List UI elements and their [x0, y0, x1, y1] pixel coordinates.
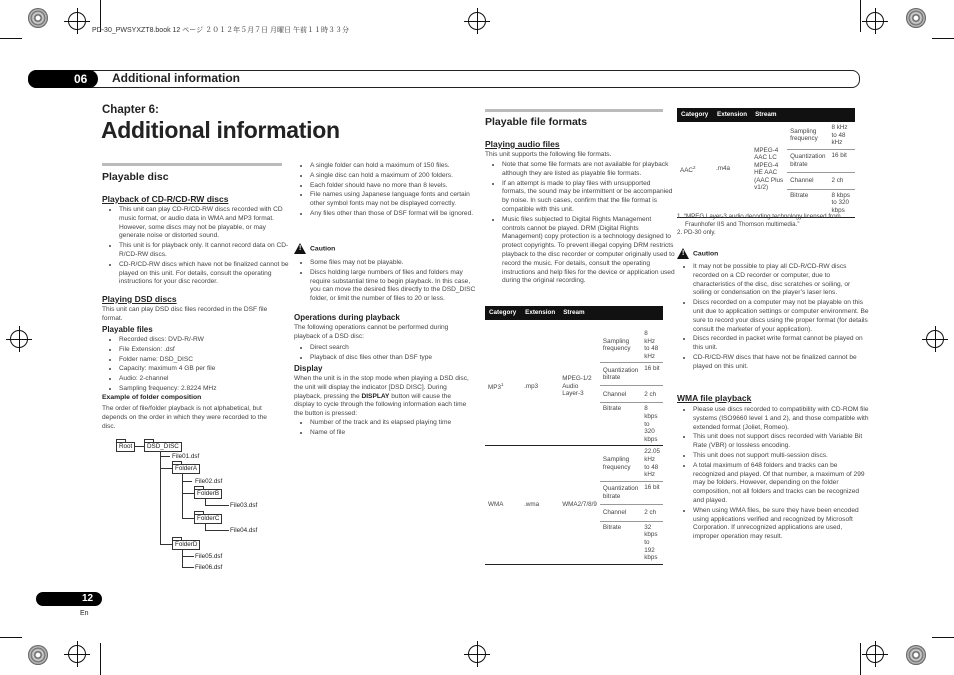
spec-value: 16 bit: [641, 481, 663, 504]
spec-value: 8 kHz to 48 kHz: [828, 122, 855, 149]
mp3-stream: MPEG-1/2 Audio Layer-3: [559, 328, 600, 446]
table-row: [485, 446, 663, 481]
table-header-row: [485, 306, 663, 320]
operations-heading: Operations during playback: [294, 313, 400, 322]
spec-label: Channel: [787, 172, 828, 189]
folder-a: FolderA: [172, 464, 200, 474]
cdr-heading: Playback of CD-R/CD-RW discs: [102, 194, 229, 204]
list-item: • Note that some file formats are not available for playback although they are listed as playable file formats.: [502, 161, 676, 179]
mp3-extension: .mp3: [521, 328, 559, 446]
spec-label: Quantization bitrate: [787, 149, 828, 172]
footnote: 1. “MPEG Layer-3 audio decoding technology licensed from Fraunhofer IIS and Thomson multimedia.”: [677, 213, 841, 229]
table-row: [677, 122, 855, 149]
chapter-header-title: Additional information: [112, 71, 240, 85]
spec-value: 22.05 kHz to 48 kHz: [641, 446, 663, 481]
spec-label: Sampling frequency: [787, 122, 828, 149]
cdr-list: [107, 206, 293, 288]
list-item: • Any files other than those of DSF format will be ignored.: [310, 210, 480, 219]
display-text-part: button will cause the display to cycle through the following information each time the button is pressed:: [294, 392, 467, 418]
crop-mark: [0, 637, 22, 638]
mp3-category: $MP3^1$: [485, 328, 521, 446]
col-category: Category: [677, 108, 713, 122]
display-text-part: When the unit is in the stop mode when playing a DSD disc, the unit will display the indicator [DSD DISC]. During playback, pressing the: [294, 375, 469, 400]
section-rule: [485, 109, 663, 112]
list-item: • Music files subjected to Digital Rights Management controls cannot be played. DRM (Digital Rights Management) copy protection is a technology designed to protect copyrights. To prevent illegal copying DRM restricts playback to the disc recorder or computer originally used to record the music. For details, consult the operating instructions and help files for the device or application used during the original recording.: [502, 216, 676, 286]
spec-label: Bitrate: [600, 521, 641, 564]
col-stream: Stream: [751, 108, 855, 122]
registration-cross-left-mid: [10, 330, 28, 348]
registration-seal-top-left: [28, 8, 48, 28]
registration-cross-bottom-right: [866, 645, 884, 663]
crop-mark: [932, 38, 954, 39]
warning-icon: !: [294, 243, 306, 254]
spec-value: 2 ch: [641, 504, 663, 521]
spec-value: 8 kbps to 320 kbps: [641, 403, 663, 446]
file-04: File04.dsf: [230, 527, 258, 534]
page-title: Additional information: [101, 117, 340, 143]
list-item: • Some files may not be playable.: [310, 259, 480, 268]
spec-label: Quantization bitrate: [600, 363, 641, 386]
wma-stream: WMA2/7/8/9: [559, 446, 600, 564]
format-table-mp3-wma: [485, 306, 663, 565]
list-item: • This unit can play CD-R/CD-RW discs recorded with CD music format, or audio data in WMA and MP3 format. However, some discs may not be playable, or may generate noise or distorted sound.: [119, 206, 293, 241]
display-heading: Display: [294, 364, 323, 373]
folder-c: FolderC: [194, 514, 222, 524]
col-category: Category: [485, 306, 521, 320]
footnote: 2. PD-30 only.: [677, 229, 716, 237]
folder-root: Root: [116, 442, 135, 452]
wma-category: WMA: [485, 446, 521, 564]
spec-label: Sampling frequency: [600, 328, 641, 363]
section-rule: [102, 163, 282, 166]
playable-files-list: [107, 336, 293, 395]
col-extension: Extension: [521, 306, 559, 320]
registration-cross-top-left: [68, 12, 86, 30]
example-heading: Example of folder composition: [102, 394, 202, 401]
list-item: • A total maximum of 648 folders and tracks can be recognized and played. Of that number, a maximum of 299 may be folders. However, depending on the folder composition, not all folders and tracks can be recognized and played.: [693, 462, 869, 506]
chapter-number-badge: 06: [28, 70, 98, 88]
caution-label: Caution: [693, 250, 719, 258]
audio-notes-list: [490, 161, 676, 287]
list-item: • Recorded discs: DVD-R/-RW: [119, 336, 293, 345]
list-item: • This unit does not support discs recorded with Variable Bit Rate (VBR) or lossless encoding.: [693, 433, 869, 451]
file-formats-heading: Playable file formats: [485, 116, 588, 128]
list-item: • File names using Japanese language fonts and certain other symbol fonts may not be displayed correctly.: [310, 191, 480, 209]
list-item: • A single disc can hold a maximum of 200 folders.: [310, 172, 480, 181]
list-item: • It may not be possible to play all CD-R/CD-RW discs recorded on a CD recorder or computer, due to characteristics of the disc, disc scratches or soiling, or soiling or condensation on the player’s laser lens.: [693, 263, 869, 298]
caution-heading-right: [677, 248, 718, 259]
list-item: • Each folder should have no more than 8 levels.: [310, 182, 480, 191]
display-text: [294, 375, 470, 419]
spec-label: Channel: [600, 504, 641, 521]
list-item: • This unit does not support multi-session discs.: [693, 452, 869, 461]
spec-label: Channel: [600, 386, 641, 403]
list-item: • Capacity: maximum 4 GB per file: [119, 365, 293, 374]
spec-value: 8 kHz to 48 kHz: [641, 328, 663, 363]
list-item: • If an attempt is made to play files with unsupported formats, the sound may be intermittent or be accompanied by noise. In such cases, confirm that the file format is compatible with this unit.: [502, 180, 676, 215]
list-item: • Sampling frequency: 2.8224 MHz: [119, 385, 293, 394]
spec-value: 8 kbps to 320 kbps: [828, 189, 855, 217]
list-item: • Number of the track and its elapsed playing time: [310, 419, 480, 428]
spec-label: Bitrate: [787, 189, 828, 217]
list-item: • Discs recorded on a computer may not be playable on this unit due to application settings or computer environment. Be sure to record your discs using the proper format (for details consult the marketer of your application).: [693, 299, 869, 334]
wma-playback-list: [681, 406, 869, 543]
aac-extension: .m4a: [713, 122, 751, 217]
registration-cross-right-mid: [926, 330, 944, 348]
spec-label: Quantization bitrate: [600, 481, 641, 504]
caution-list: [298, 259, 480, 305]
dsd-heading: Playing DSD discs: [102, 294, 177, 304]
operations-list: [298, 344, 480, 364]
display-list: [298, 419, 480, 439]
wma-playback-heading: WMA file playback: [677, 393, 752, 403]
file-01: File01.dsf: [172, 453, 200, 460]
folder-rules-list: [298, 162, 480, 220]
format-table-aac: [677, 108, 855, 218]
footnotes: [677, 213, 857, 238]
file-03: File03.dsf: [230, 502, 258, 509]
file-info-line: PD-30_PWSYXZT8.book 12 ページ ２０１２年５月７日 月曜日 午前１１時３３分: [92, 27, 349, 34]
aac-category: AAC$^2$: [677, 122, 713, 217]
table-row: [485, 328, 663, 363]
file-06: File06.dsf: [195, 564, 223, 571]
registration-cross-top-right: [866, 12, 884, 30]
list-item: • When using WMA files, be sure they have been encoded using applications verified and recognized by Microsoft Corporation. If unrecognized applications are used, improper operation may result.: [693, 507, 869, 542]
registration-cross-top-mid: [468, 12, 486, 30]
list-item: • File Extension: .dsf: [119, 346, 293, 355]
spec-value: 2 ch: [641, 386, 663, 403]
file-05: File05.dsf: [195, 553, 223, 560]
col-extension: Extension: [713, 108, 751, 122]
folder-b: FolderB: [194, 489, 222, 499]
crop-mark: [860, 643, 861, 675]
list-item: • Audio: 2-channel: [119, 375, 293, 384]
playable-disc-heading: Playable disc: [102, 171, 169, 183]
caution-heading: [294, 243, 335, 254]
spec-label: Sampling frequency: [600, 446, 641, 481]
col-stream: Stream: [559, 306, 663, 320]
spec-value: 32 kbps to 192 kbps: [641, 521, 663, 564]
crop-mark: [932, 637, 954, 638]
caution-label: Caution: [310, 245, 336, 253]
list-item: • Direct search: [310, 344, 480, 353]
list-item: • This unit is for playback only. It cannot record data on CD-R/CD-RW discs.: [119, 242, 293, 260]
playable-files-heading: Playable files: [102, 325, 153, 334]
wma-extension: .wma: [521, 446, 559, 564]
folder-d: FolderD: [172, 540, 200, 550]
display-button-name: DISPLAY: [361, 392, 390, 400]
chapter-label: Chapter 6:: [102, 104, 159, 116]
list-item: • A single folder can hold a maximum of 150 files.: [310, 162, 480, 171]
file-02: File02.dsf: [195, 478, 223, 485]
registration-cross-bottom-mid: [468, 645, 486, 663]
spec-value: 16 bit: [641, 363, 663, 386]
language-code: En: [80, 610, 89, 617]
operations-intro: The following operations cannot be performed during playback of a DSD disc:: [294, 324, 449, 340]
spec-value: 16 bit: [828, 149, 855, 172]
crop-mark: [860, 0, 861, 32]
list-item: • Playback of disc files other than DSF type: [310, 354, 480, 363]
list-item: • Folder name: DSD_DISC: [119, 356, 293, 365]
warning-icon: !: [677, 248, 689, 259]
dsd-intro: This unit can play DSD disc files recorded in the DSF file format.: [102, 306, 268, 322]
table-header-row: [677, 108, 855, 122]
list-item: • CD-R/CD-RW discs which have not be finalized cannot be played on this unit. For details, consult the operating instructions for your disc recorder.: [119, 261, 293, 287]
spec-label: Bitrate: [600, 403, 641, 446]
list-item: • Discs recorded in packet write format cannot be played on this unit.: [693, 335, 869, 353]
caution-list-right: [681, 263, 869, 373]
audio-intro: This unit supports the following file formats.: [485, 151, 612, 158]
folder-dsd-disc: DSD_DISC: [144, 442, 182, 452]
spec-value: 2 ch: [828, 172, 855, 189]
page-number-badge: 12: [36, 592, 102, 606]
list-item: • Discs holding large numbers of files and folders may require substantial time to begin playback. In this case, you can move the desired files directly to the DSD_DISC folder, or limit the number of files to 20 or less.: [310, 269, 480, 304]
aac-stream: MPEG-4 AAC LC MPEG-4 HE AAC (AAC Plus v1/2): [751, 122, 787, 217]
crop-mark: [0, 38, 22, 39]
registration-seal-bottom-left: [28, 645, 48, 665]
example-text: The order of file/folder playback is not alphabetical, but depends on the order in which they were recorded to the disc.: [102, 405, 267, 430]
list-item: • CD-R/CD-RW discs that have not be finalized cannot be played on this unit.: [693, 354, 869, 372]
registration-seal-top-right: [906, 8, 926, 28]
list-item: • Name of file: [310, 429, 480, 438]
crop-mark: [100, 643, 101, 675]
registration-cross-bottom-left: [68, 645, 86, 663]
registration-seal-bottom-right: [906, 645, 926, 665]
list-item: • Please use discs recorded to compatibility with CD-ROM file systems (ISO9660 level 1 and 2), and those compatible with extended format (Joliet, Romeo).: [693, 406, 869, 432]
audio-files-heading: Playing audio files: [485, 139, 560, 149]
